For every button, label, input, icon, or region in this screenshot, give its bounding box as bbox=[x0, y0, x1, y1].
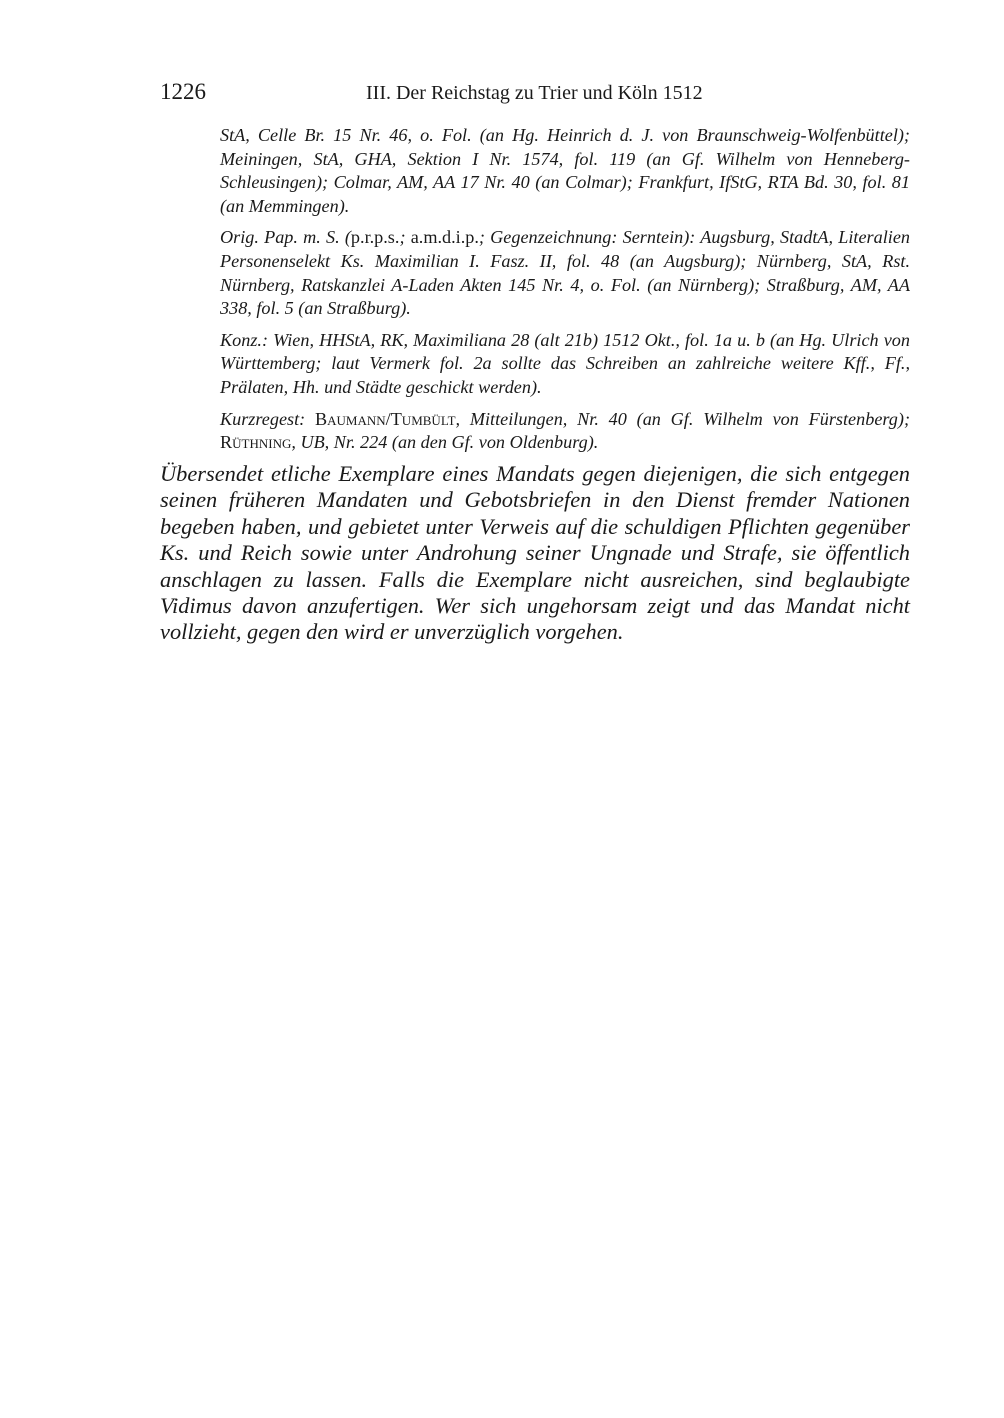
source-note-concept: Konz.: Wien, HHStA, RK, Maximiliana 28 (alt 21b) 1512 Okt., fol. 1a u. b (an Hg. Ulrich von Württemberg; laut Vermerk fol. 2a sollte das Schreiben an zahlreiche weitere Kff., Ff., Prälaten, Hh. und Städte geschickt werden). bbox=[220, 329, 910, 397]
page-number: 1226 bbox=[160, 79, 206, 104]
original-rest: ; Gegenzeichnung: Serntein): Augsburg, StadtA, Literalien Personenselekt Ks. Maximilian I. Fasz. II, fol. 48 (an Augsburg); Nürnberg, StA, Rst. Nürnberg, Ratskanzlei A-Laden Akten 145 Nr. 4, o. Fol. (an Nürnberg); Straßburg, AM, AA 338, fol. 5 (an Straßburg). bbox=[220, 227, 910, 319]
summary-end: , UB, Nr. 224 (an den Gf. von Oldenburg). bbox=[291, 432, 599, 453]
original-sep: ; bbox=[399, 227, 411, 248]
source-notes bbox=[220, 124, 910, 463]
source-note-original bbox=[220, 226, 910, 320]
running-head: III. Der Reichstag zu Trier und Köln 1512 bbox=[366, 82, 703, 104]
author-baumann-tumbuelt: Baumann/Tumbült bbox=[315, 408, 456, 429]
author-ruethning: Rüthning bbox=[220, 432, 292, 453]
original-abbrev-amdip: a.m.d.i.p. bbox=[410, 227, 479, 248]
original-abbrev-prps: p.r.p.s. bbox=[350, 227, 400, 248]
original-intro: Orig. Pap. m. S. ( bbox=[220, 227, 351, 248]
summary-middle: , Mitteilungen, Nr. 40 (an Gf. Wilhelm von Fürstenberg); bbox=[455, 408, 911, 429]
regest-paragraph: Übersendet etliche Exemplare eines Mandats gegen diejenigen, die sich entgegen seinen früheren Mandaten und Gebotsbriefen in den Dienst fremder Nationen begeben haben, und gebietet unter Verweis auf die schuldigen Pflichten gegenüber Ks. und Reich sowie unter Androhung seiner Ungnade und Strafe, sie öffentlich anschlagen zu lassen. Falls die Exemplare nicht ausreichen, sind beglaubigte Vidimus davon anzufertigen. Wer sich ungehorsam zeigt und das Mandat nicht vollzieht, gegen den wird er unverzüglich vorgehen. bbox=[160, 461, 910, 645]
source-note-summary bbox=[220, 408, 910, 455]
source-note-archives: StA, Celle Br. 15 Nr. 46, o. Fol. (an Hg. Heinrich d. J. von Braunschweig-Wolfenbüttel); Meiningen, StA, GHA, Sektion I Nr. 1574, fol. 119 (an Gf. Wilhelm von Henneberg-Schleusingen); Colmar, AM, AA 17 Nr. 40 (an Colmar); Frankfurt, IfStG, RTA Bd. 30, fol. 81 (an Memmingen). bbox=[220, 125, 910, 216]
summary-intro: Kurzregest: bbox=[220, 408, 316, 429]
